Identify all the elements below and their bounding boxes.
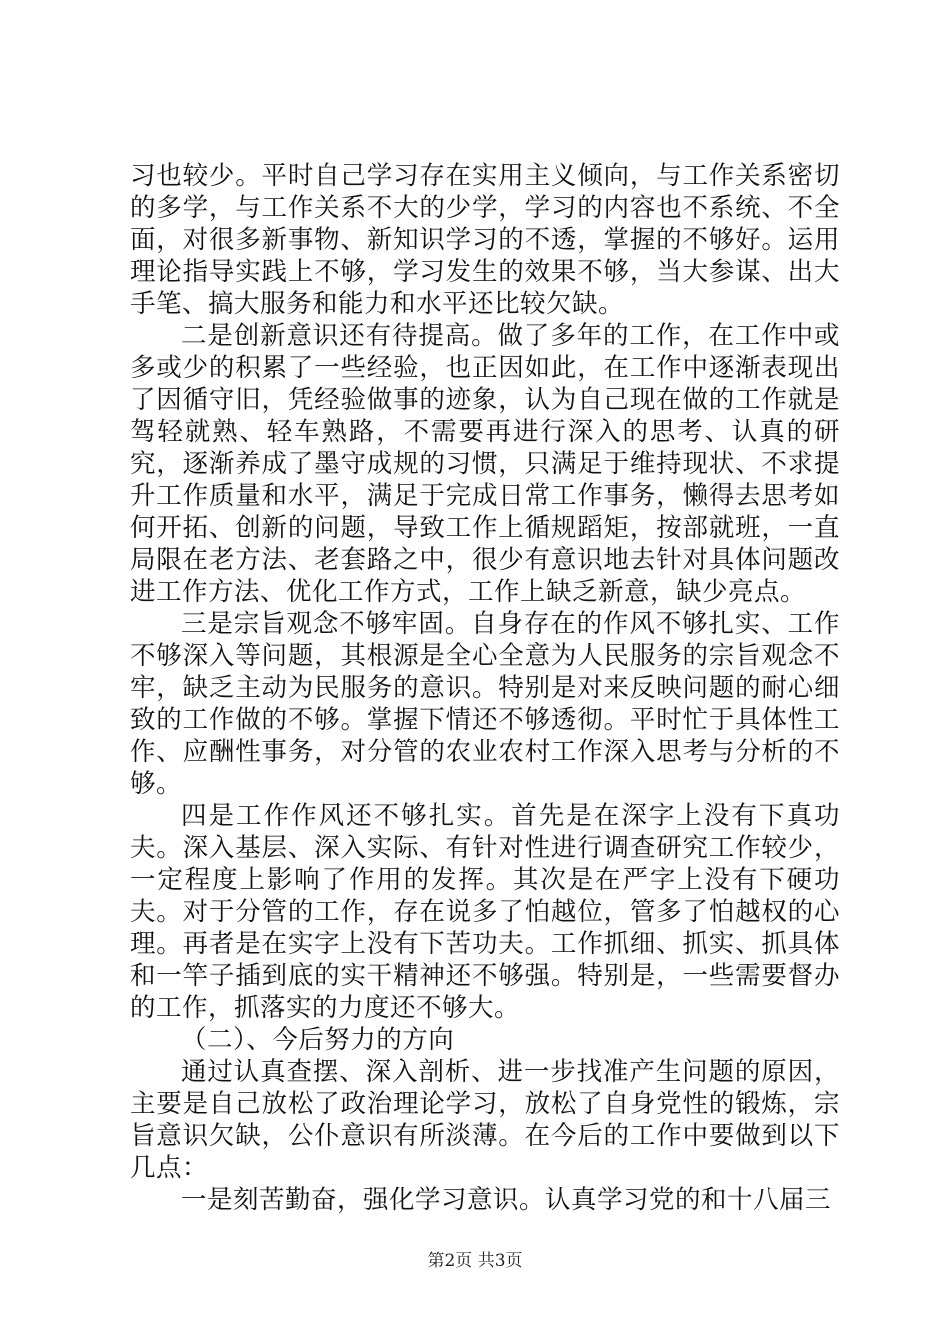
- paragraph-work-style: 四是工作作风还不够扎实。首先是在深字上没有下真功夫。深入基层、深入实际、有针对性进行调查研究工作较少，一定程度上影响了作用的发挥。其次是在严字上没有下硬功夫。对于分管的工作，存在说多了怕越位，管多了怕越权的心理。再者是在实字上没有下苦功夫。工作抓细、抓实、抓具体和一竿子插到底的实干精神还不够强。特别是，一些需要督办的工作，抓落实的力度还不够大。: [130, 801, 840, 1023]
- paragraph-innovation: 二是创新意识还有待提高。做了多年的工作，在工作中或多或少的积累了一些经验，也正因如此，在工作中逐渐表现出了因循守旧，凭经验做事的迹象，认为自己现在做的工作就是驾轻就熟、轻车熟路，不需要再进行深入的思考、认真的研究，逐渐养成了墨守成规的习惯，只满足于维持现状、不求提升工作质量和水平，满足于完成日常工作事务，懒得去思考如何开拓、创新的问题，导致工作上循规蹈矩，按部就班，一直局限在老方法、老套路之中，很少有意识地去针对具体问题改进工作方法、优化工作方式，工作上缺乏新意，缺少亮点。: [130, 321, 840, 607]
- paragraph-study: 一是刻苦勤奋，强化学习意识。认真学习党的和十八届三: [181, 1185, 832, 1215]
- document-body: [130, 160, 840, 1216]
- paragraph-continuation: 习也较少。平时自己学习存在实用主义倾向，与工作关系密切的多学，与工作关系不大的少学，学习的内容也不系统、不全面，对很多新事物、新知识学习的不透，掌握的不够好。运用理论指导实践上不够，学习发生的效果不够，当大参谋、出大手笔、搞大服务和能力和水平还比较欠缺。: [130, 161, 840, 319]
- paragraph-analysis: 通过认真查摆、深入剖析、进一步找准产生问题的原因，主要是自己放松了政治理论学习，放松了自身党性的锻炼，宗旨意识欠缺，公仆意识有所淡薄。在今后的工作中要做到以下几点：: [130, 1057, 840, 1183]
- paragraph-purpose: 三是宗旨观念不够牢固。自身存在的作风不够扎实、工作不够深入等问题，其根源是全心全意为人民服务的宗旨观念不牢，缺乏主动为民服务的意识。特别是对来反映问题的耐心细致的工作做的不够。掌握下情还不够透彻。平时忙于具体性工作、应酬性事务，对分管的农业农村工作深入思考与分析的不够。: [130, 609, 840, 799]
- page-number-footer: 第2页 共3页: [427, 1251, 523, 1271]
- section-heading: （二）、今后努力的方向: [181, 1025, 455, 1055]
